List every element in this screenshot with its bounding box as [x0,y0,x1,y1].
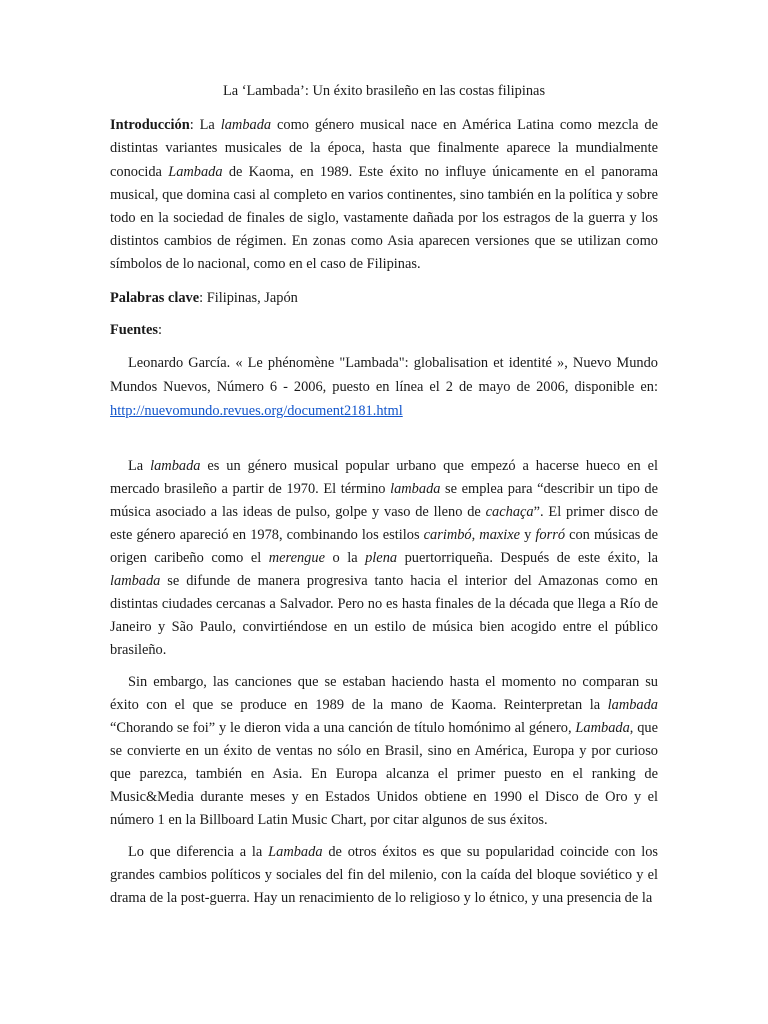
keywords-line [110,287,658,310]
introduction-label: Introducción [110,117,190,134]
document-title: La ‘Lambada’: Un éxito brasileño en las costas filipinas [222,83,546,99]
body-paragraph-2: Sin embargo, las canciones que se estaban haciendo hasta el momento no comparan su éxito con el que se produce en 1989 de la mano de Kaoma. Reinterpretan la lambada “Chorando se foi” y le dieron vida a una canción de título homónimo al género, Lambada, que se convierte en un éxito de ventas no sólo en Brasil, sino en América, Europa y por curioso que parezca, también en Asia. En Europa alcanza el primer puesto en el ranking de Music&Media durante meses y en Estados Unidos obtiene en 1990 el Disco de Oro y el número 1 en la Billboard Latin Music Chart, por citar algunos de sus éxitos. [110,674,658,829]
keywords-value: : Filipinas, Japón [199,289,298,306]
sources-heading: Fuentes: [110,321,162,338]
body-paragraph-3: Lo que diferencia a la Lambada de otros éxitos es que su popularidad coincide con los grandes cambios políticos y sociales del fin del milenio, con la caída del bloque soviético y el drama de la post-guerra. Hay un renacimiento de lo religioso y lo étnico, y una presencia de la [110,844,659,907]
document-page [110,80,658,919]
keywords-label: Palabras clave [110,289,200,306]
sources-label: Fuentes [110,321,158,338]
introduction-paragraph: Introducción: La lambada como género musical nace en América Latina como mezcla de distintas variantes musicales de la época, hasta que finalmente aparece la mundialmente conocida Lambada de Kaoma, en 1989. Este éxito no influye únicamente en el panorama musical, que domina casi al completo en varios continentes, sino también en la política y sobre todo en la sociedad de finales de siglo, vastamente dañada por los estragos de la guerra y los distintos cambios de régimen. En zonas como Asia aparecen versiones que se utilizan como símbolos de lo nacional, como en el caso de Filipinas. [110,117,658,273]
body-paragraph-1: La lambada es un género musical popular urbano que empezó a hacerse hueco en el mercado brasileño a partir de 1970. El término lambada se emplea para “describir un tipo de música asociado a las ideas de pulso, golpe y vaso de lleno de cachaça”. El primer disco de este género apareció en 1978, combinando los estilos carimbó, maxixe y forró con músicas de origen caribeño como el merengue o la plena puertorriqueña. Después de este éxito, la lambada se difunde de manera progresiva tanto hacia el interior del Amazonas como en distintas ciudades cercanas a Salvador. Pero no es hasta finales de la década que llega a Río de Janeiro y São Paulo, convirtiéndose en un estilo de música bien acogido entre el público brasileño. [110,458,659,659]
source-entry: Leonardo García. « Le phénomène "Lambada": globalisation et identité », Nuevo Mundo Mundos Nuevos, Número 6 - 2006, puesto en línea el 2 de mayo de 2006, disponible en: http://nuevomundo.revues.org/document2181.html [110,355,658,420]
source-link[interactable]: http://nuevomundo.revues.org/document2181.html [110,403,403,420]
